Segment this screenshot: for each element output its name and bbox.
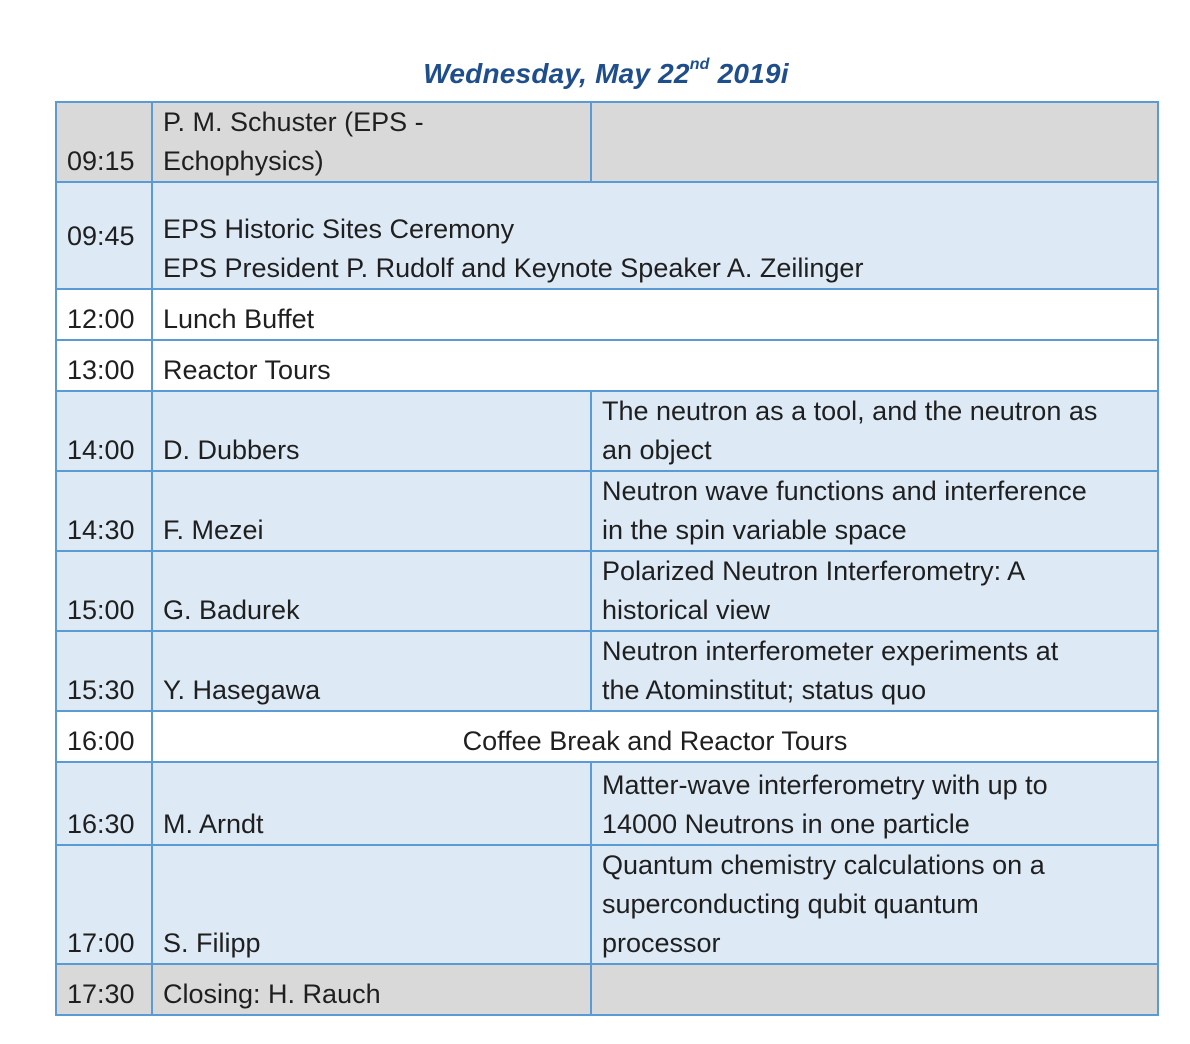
table-row bbox=[56, 289, 1158, 340]
talk-cell bbox=[591, 551, 1158, 631]
talk-cell bbox=[591, 631, 1158, 711]
time-cell: 15:30 bbox=[56, 631, 152, 711]
table-row bbox=[56, 102, 1158, 182]
page-title bbox=[55, 55, 1157, 90]
time-cell: 16:30 bbox=[56, 762, 152, 845]
title-superscript: nd bbox=[689, 55, 710, 73]
time-cell: 12:00 bbox=[56, 289, 152, 340]
table-row bbox=[56, 182, 1158, 289]
talk-cell bbox=[591, 964, 1158, 1015]
speaker-cell: G. Badurek bbox=[152, 551, 591, 631]
time-cell: 14:30 bbox=[56, 471, 152, 551]
time-cell: 16:00 bbox=[56, 711, 152, 762]
speaker-line: Echophysics) bbox=[163, 146, 324, 176]
event-cell: Coffee Break and Reactor Tours bbox=[152, 711, 1158, 762]
table-row bbox=[56, 762, 1158, 845]
table-row bbox=[56, 845, 1158, 964]
event-cell: Lunch Buffet bbox=[152, 289, 1158, 340]
time-cell: 17:00 bbox=[56, 845, 152, 964]
table-row bbox=[56, 964, 1158, 1015]
speaker-cell bbox=[152, 102, 591, 182]
talk-line: The neutron as a tool, and the neutron as bbox=[602, 396, 1098, 426]
talk-line: in the spin variable space bbox=[602, 515, 907, 545]
speaker-cell: Y. Hasegawa bbox=[152, 631, 591, 711]
talk-line: historical view bbox=[602, 595, 771, 625]
schedule-table bbox=[55, 101, 1159, 1016]
event-cell bbox=[152, 182, 1158, 289]
time-cell: 09:45 bbox=[56, 182, 152, 289]
table-row bbox=[56, 391, 1158, 471]
talk-line: Neutron interferometer experiments at bbox=[602, 636, 1059, 666]
event-line: EPS Historic Sites Ceremony bbox=[163, 214, 515, 244]
talk-line: the Atominstitut; status quo bbox=[602, 675, 927, 705]
time-cell: 15:00 bbox=[56, 551, 152, 631]
speaker-cell: F. Mezei bbox=[152, 471, 591, 551]
speaker-cell: S. Filipp bbox=[152, 845, 591, 964]
table-row bbox=[56, 471, 1158, 551]
event-cell: Reactor Tours bbox=[152, 340, 1158, 391]
speaker-cell: Closing: H. Rauch bbox=[152, 964, 591, 1015]
event-line: EPS President P. Rudolf and Keynote Speaker A. Zeilinger bbox=[163, 253, 864, 283]
time-cell: 13:00 bbox=[56, 340, 152, 391]
title-year: 2019i bbox=[709, 58, 789, 89]
talk-line: superconducting qubit quantum bbox=[602, 889, 979, 919]
talk-cell bbox=[591, 391, 1158, 471]
talk-line: Quantum chemistry calculations on a bbox=[602, 850, 1045, 880]
talk-line: 14000 Neutrons in one particle bbox=[602, 809, 970, 839]
talk-cell bbox=[591, 102, 1158, 182]
talk-line: Matter-wave interferometry with up to bbox=[602, 770, 1048, 800]
time-cell: 09:15 bbox=[56, 102, 152, 182]
speaker-cell: M. Arndt bbox=[152, 762, 591, 845]
table-row bbox=[56, 631, 1158, 711]
talk-line: Neutron wave functions and interference bbox=[602, 476, 1087, 506]
talk-cell bbox=[591, 762, 1158, 845]
time-cell: 17:30 bbox=[56, 964, 152, 1015]
table-row bbox=[56, 551, 1158, 631]
talk-line: Polarized Neutron Interferometry: A bbox=[602, 556, 1026, 586]
table-row bbox=[56, 340, 1158, 391]
time-cell: 14:00 bbox=[56, 391, 152, 471]
speaker-cell: D. Dubbers bbox=[152, 391, 591, 471]
table-row bbox=[56, 711, 1158, 762]
talk-cell bbox=[591, 471, 1158, 551]
title-main: Wednesday, May 22 bbox=[423, 58, 690, 89]
talk-cell bbox=[591, 845, 1158, 964]
talk-line: processor bbox=[602, 928, 721, 958]
talk-line: an object bbox=[602, 435, 712, 465]
speaker-line: P. M. Schuster (EPS - bbox=[163, 107, 424, 137]
